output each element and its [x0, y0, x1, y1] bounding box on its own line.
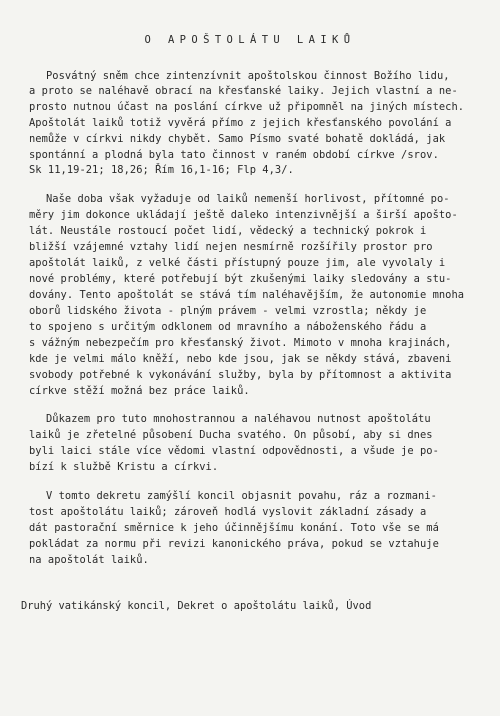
paragraph-line: bližší vzájemné vztahy lidí nejen nesmírně rozšířily prostor pro	[29, 241, 433, 253]
paragraph-line: svobody potřebné k vykonávání služby, byla by přítomnost a aktivita	[29, 369, 452, 381]
paragraph-line: apoštolát laiků, z velké části přístupný pouze jim, ale vyvolaly i	[29, 257, 446, 269]
paragraph-line: Posvátný sněm chce zintenzívnit apoštolskou činnost Božího lidu,	[46, 70, 450, 82]
paragraph-line: pokládat za normu při revizi kanonického práva, pokud se vztahuje	[29, 538, 439, 550]
paragraph-line: nové problémy, které potřebují být zkušenými laiky sledovány a stu-	[29, 273, 452, 285]
paragraph-line: byli laici stále více vědomi vlastní odpovědnosti, a všude je po-	[29, 445, 439, 457]
paragraph-line: kde je velmi málo kněží, nebo kde jsou, jak se někdy stává, zbaveni	[29, 353, 452, 365]
paragraph-line: spontánní a plodná byla tato činnost v raném období církve /srov.	[29, 149, 439, 161]
paragraph-line: církve stěží možná bez práce laiků.	[29, 385, 250, 397]
paragraph-line: prosto nutnou účast na poslání církve už připomněl na jiných místech.	[29, 101, 465, 113]
document-title: O APOŠTOLÁTU LAIKŮ	[144, 34, 356, 46]
paragraph-line: na apoštolát laiků.	[29, 554, 149, 566]
paragraph-line: a proto se naléhavě obrací na křesťanské laiky. Jejich vlastní a ne-	[29, 85, 458, 97]
paragraph-line: to spojeno s určitým odklonem od mravního a náboženského řádu a	[29, 321, 427, 333]
paragraph-line: lát. Neustále rostoucí počet lidí, vědecký a technický pokrok i	[29, 225, 427, 237]
paragraph-line: Naše doba však vyžaduje od laiků nemenší horlivost, přítomné po-	[46, 193, 450, 205]
paragraph-line: laiků je zřetelné působení Ducha svatého. On působí, aby si dnes	[29, 429, 433, 441]
paragraph-line: Důkazem pro tuto mnohostrannou a naléhavou nutnost apoštolátu	[46, 413, 431, 425]
paragraph-line: nemůže v církvi nikdy chybět. Samo Písmo svaté bohatě dokládá, jak	[29, 133, 446, 145]
paragraph-line: Sk 11,19-21; 18,26; Řím 16,1-16; Flp 4,3/.	[29, 164, 294, 176]
paragraph-line: oborů lidského života - plným právem - velmi vzrostla; někdy je	[29, 305, 427, 317]
paragraph-line: tost apoštolátu laiků; zároveň hodlá vyslovit základní zásady a	[29, 506, 427, 518]
paragraph-line: Apoštolát laiků totiž vyvěrá přímo z jejich křesťanského povolání a	[29, 117, 452, 129]
source-citation: Druhý vatikánský koncil, Dekret o apoštolátu laiků, Úvod	[21, 600, 372, 612]
paragraph-line: bízí k službě Kristu a církvi.	[29, 461, 219, 473]
paragraph-line: V tomto dekretu zamýšlí koncil objasnit povahu, ráz a rozmani-	[46, 490, 437, 502]
paragraph-line: s vážným nebezpečím pro křesťanský život. Mimoto v mnoha krajinách,	[29, 337, 452, 349]
paragraph-line: dovány. Tento apoštolát se stává tím naléhavějším, že autonomie mnoha	[29, 289, 465, 301]
paragraph-line: měry jim dokonce ukládají ještě daleko intenzivnější a širší apošto-	[29, 209, 458, 221]
paragraph-line: dát pastorační směrnice k jeho účinnějšímu konání. Toto vše se má	[29, 522, 439, 534]
